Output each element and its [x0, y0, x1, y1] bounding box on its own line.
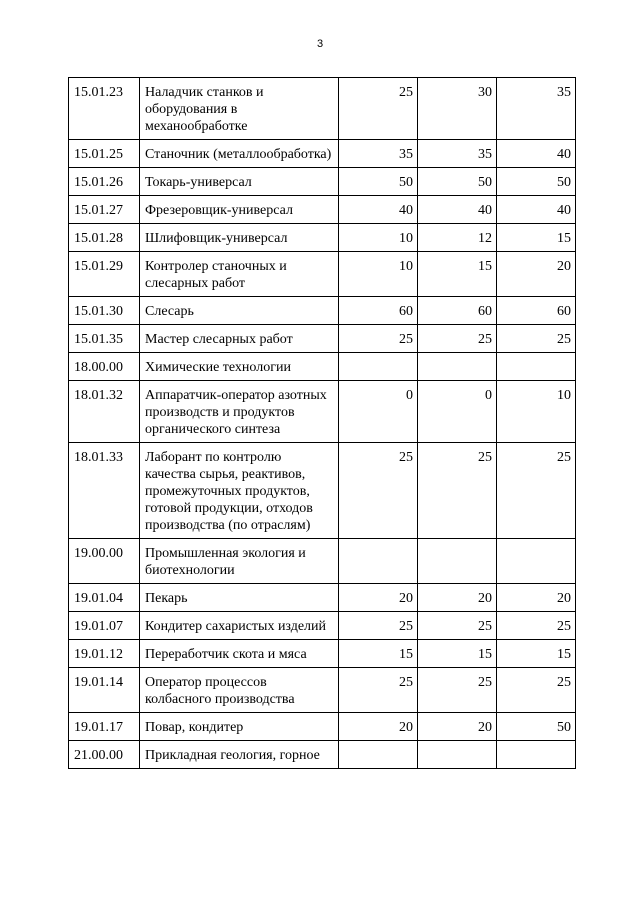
row-value-2: 25 [418, 325, 497, 353]
row-code: 15.01.27 [69, 196, 140, 224]
row-code: 15.01.28 [69, 224, 140, 252]
row-value-2: 30 [418, 78, 497, 140]
row-value-1 [339, 353, 418, 381]
row-value-1: 25 [339, 78, 418, 140]
row-value-2: 25 [418, 612, 497, 640]
row-code: 15.01.23 [69, 78, 140, 140]
row-value-3: 15 [497, 640, 576, 668]
row-code: 19.00.00 [69, 539, 140, 584]
row-value-1: 50 [339, 168, 418, 196]
table-row [69, 325, 576, 353]
table-row [69, 741, 576, 769]
row-code: 19.01.14 [69, 668, 140, 713]
row-value-2: 50 [418, 168, 497, 196]
row-name: Контролер станочных и слесарных работ [140, 252, 339, 297]
row-name: Фрезеровщик-универсал [140, 196, 339, 224]
row-value-3: 25 [497, 443, 576, 539]
row-value-2 [418, 353, 497, 381]
row-value-1: 25 [339, 325, 418, 353]
row-name: Лаборант по контролю качества сырья, реактивов, промежуточных продуктов, готовой продукции, отходов производства (по отраслям) [140, 443, 339, 539]
table-row [69, 140, 576, 168]
table-row [69, 252, 576, 297]
row-code: 15.01.29 [69, 252, 140, 297]
row-value-2: 12 [418, 224, 497, 252]
row-value-3: 25 [497, 612, 576, 640]
row-value-2 [418, 539, 497, 584]
row-value-3: 20 [497, 252, 576, 297]
row-name: Аппаратчик-оператор азотных производств и продуктов органического синтеза [140, 381, 339, 443]
row-value-3: 60 [497, 297, 576, 325]
row-value-3: 50 [497, 713, 576, 741]
row-value-3: 50 [497, 168, 576, 196]
row-value-2: 25 [418, 443, 497, 539]
row-name: Токарь-универсал [140, 168, 339, 196]
row-value-1: 25 [339, 612, 418, 640]
row-value-2 [418, 741, 497, 769]
row-name: Переработчик скота и мяса [140, 640, 339, 668]
row-name: Мастер слесарных работ [140, 325, 339, 353]
row-value-1: 60 [339, 297, 418, 325]
row-value-2: 20 [418, 584, 497, 612]
row-name: Станочник (металлообработка) [140, 140, 339, 168]
row-value-1: 15 [339, 640, 418, 668]
row-code: 15.01.30 [69, 297, 140, 325]
row-code: 18.01.33 [69, 443, 140, 539]
row-code: 19.01.12 [69, 640, 140, 668]
row-value-3 [497, 539, 576, 584]
row-code: 15.01.35 [69, 325, 140, 353]
row-value-3 [497, 353, 576, 381]
row-code: 19.01.17 [69, 713, 140, 741]
row-code: 18.01.32 [69, 381, 140, 443]
table-row [69, 78, 576, 140]
table-row [69, 297, 576, 325]
table-row [69, 584, 576, 612]
row-value-3: 25 [497, 325, 576, 353]
table-row [69, 612, 576, 640]
row-name: Прикладная геология, горное [140, 741, 339, 769]
table-row [69, 668, 576, 713]
row-name: Повар, кондитер [140, 713, 339, 741]
row-value-3: 40 [497, 196, 576, 224]
row-value-2: 15 [418, 640, 497, 668]
row-value-1: 25 [339, 443, 418, 539]
table-row [69, 443, 576, 539]
table-row [69, 224, 576, 252]
row-name: Слесарь [140, 297, 339, 325]
row-value-1 [339, 539, 418, 584]
row-name: Оператор процессов колбасного производства [140, 668, 339, 713]
table-row [69, 713, 576, 741]
row-code: 15.01.25 [69, 140, 140, 168]
row-value-3: 25 [497, 668, 576, 713]
professions-table [68, 77, 576, 769]
row-value-1: 35 [339, 140, 418, 168]
row-code: 21.00.00 [69, 741, 140, 769]
row-code: 18.00.00 [69, 353, 140, 381]
row-value-3: 35 [497, 78, 576, 140]
row-value-1: 40 [339, 196, 418, 224]
row-name: Шлифовщик-универсал [140, 224, 339, 252]
row-value-3: 10 [497, 381, 576, 443]
row-value-3: 20 [497, 584, 576, 612]
table-row [69, 640, 576, 668]
row-value-2: 60 [418, 297, 497, 325]
row-value-1: 10 [339, 224, 418, 252]
row-value-1: 0 [339, 381, 418, 443]
row-value-1: 20 [339, 584, 418, 612]
page-number: 3 [316, 38, 324, 50]
table-row [69, 353, 576, 381]
row-value-2: 0 [418, 381, 497, 443]
row-code: 19.01.04 [69, 584, 140, 612]
row-value-2: 40 [418, 196, 497, 224]
row-value-1: 25 [339, 668, 418, 713]
table-row [69, 381, 576, 443]
row-value-1: 10 [339, 252, 418, 297]
table-row [69, 196, 576, 224]
row-value-3 [497, 741, 576, 769]
row-value-3: 40 [497, 140, 576, 168]
table-row [69, 168, 576, 196]
row-value-1 [339, 741, 418, 769]
row-value-2: 25 [418, 668, 497, 713]
row-name: Наладчик станков и оборудования в механообработке [140, 78, 339, 140]
row-name: Кондитер сахаристых изделий [140, 612, 339, 640]
row-code: 15.01.26 [69, 168, 140, 196]
row-name: Промышленная экология и биотехнологии [140, 539, 339, 584]
table-row [69, 539, 576, 584]
row-value-2: 20 [418, 713, 497, 741]
row-value-3: 15 [497, 224, 576, 252]
row-value-1: 20 [339, 713, 418, 741]
row-name: Химические технологии [140, 353, 339, 381]
row-code: 19.01.07 [69, 612, 140, 640]
row-value-2: 35 [418, 140, 497, 168]
row-value-2: 15 [418, 252, 497, 297]
row-name: Пекарь [140, 584, 339, 612]
